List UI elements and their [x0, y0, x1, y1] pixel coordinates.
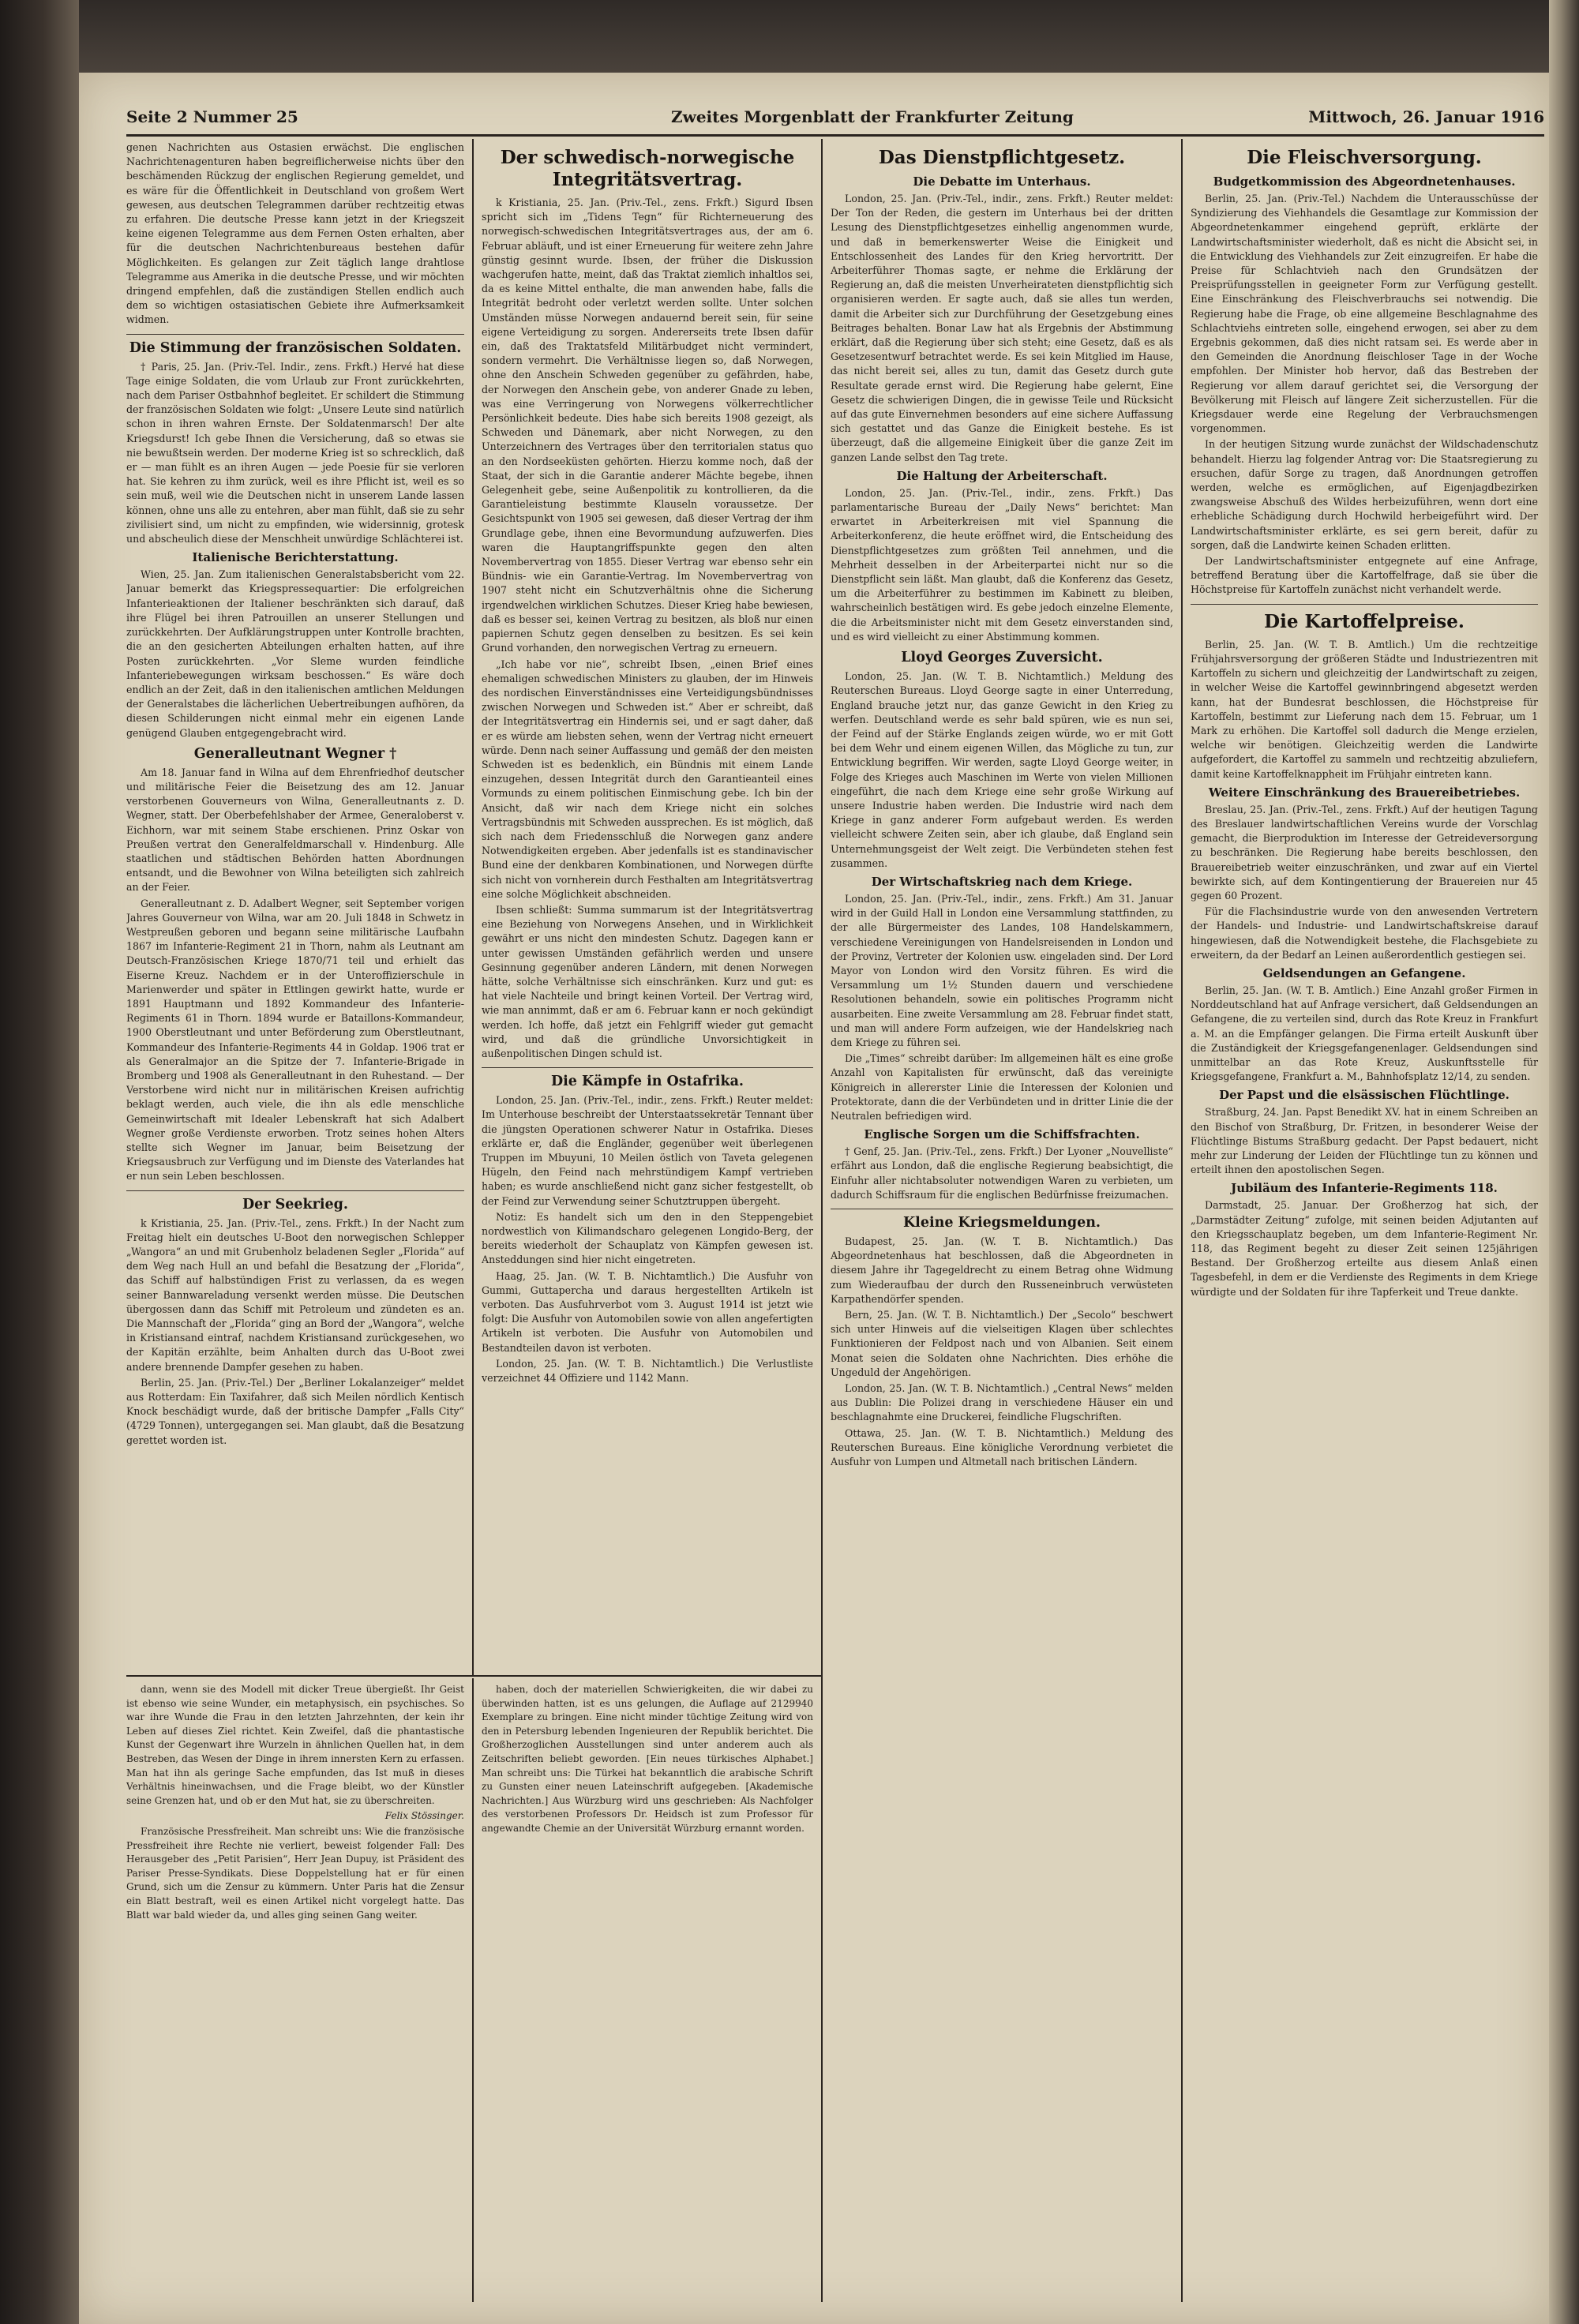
article-body: London, 25. Jan. (Priv.-Tel., indir., zens. Frkft.) Reuter meldet: Der Ton der Reden, die gestern im Unterhaus bei der dritten Lesung des Dienstpflichtgesetzes einhellig angenommen wurde, und daß in bemerkenswerter Weise die Einigkeit und Entschlossenheit des Landes für den Krieg hervortritt. Der Arbeiterführer Thomas sagte, er nehme die Erklärung der Regierung an, daß die meisten Unverheirateten dienstpflichtig sich organisieren werden. Er sagte auch, daß sie alles tun werden, damit die Arbeiter sich zur Durchführung der Gesetzgebung eines Beitrages behalten. Bonar Law hat als Ergebnis der Abstimmung erklärt, daß die Regierung über sich steht; eine Gesetz, daß es als Gesetzesentwurf betrachtet werde. Es sei kein Mitglied im Hause, das nicht bereit sei, alles zu tun, damit das Gesetz durch gute Resultate gerade ernst wird. Die Regierung habe gelernt, Eine Gesetz die schwierigen Dingen, die in gewisse Teile und Rücksicht auf das gute Einvernehmen besonders auf eine sichere Auffassung sich gestattet und das Ganze die Einigkeit bestehe. Es ist überzeugt, daß die allgemeine Einigkeit über die ganze Zeit im ganzen Lande selbst den Tag trete.: [831, 193, 1173, 463]
page-number: Seite 2 Nummer 25: [126, 107, 298, 126]
headline-naval-war: Der Seekrieg.: [242, 1196, 348, 1213]
feuilleton-body: dann, wenn sie des Modell mit dicker Treue übergießt. Ihr Geist ist ebenso wie seine Wunder, ein metaphysisch, ein psychisches. So war ihre Wunde die Frau in den letzten Jahrzehnten, der kein ihr Leben auf dieses Ziel richtet. Kein Zweifel, daß die phantastische Kunst der Gegenwart ihre Wurzeln in ähnlichen Quellen hat, in dem Bestreben, das Wesen der Dinge in ihrem innersten Kern zu erfassen. Man hat ihn als geringe Sache empfunden, das Ist muß in dieses Verhältnis hineinwachsen, und die Frage bleibt, wo der Künstler seine Grenzen hat, und ob er den Mut hat, sie zu überschreiten.: [126, 1684, 464, 1806]
article-body: Straßburg, 24. Jan. Papst Benedikt XV. hat in einem Schreiben an den Bischof von Straßburg, Dr. Fritzen, in besonderer Weise der Flüchtlinge Bistums Straßburg gedacht. Der Papst bedauert, nicht mehr zur Linderung der Leiden der Flüchtlinge tun zu können und erteilt ihnen den apostolischen Segen.: [1191, 1106, 1538, 1176]
headline-lloyd-george: Lloyd Georges Zuversicht.: [901, 650, 1103, 666]
headline-brewery-restriction: Weitere Einschränkung des Brauereibetriebes.: [1208, 785, 1521, 800]
article-body: Berlin, 25. Jan. (Priv.-Tel.) Nachdem die Unterausschüsse der Syndizierung des Viehhandels die Gesamtlage zur Kommission der Abgeordnetenkammer eingehend geprüft, erklärte der Landwirtschaftsminister wiederholt, daß es nicht die Absicht sei, in die Entwicklung des Viehhandels zur Zeit einzugreifen. Er habe die Preise für Schlachtvieh nach den Grundsätzen der Preisprüfungsstellen in geeigneter Form zur Verfügung gestellt. Eine Einschränkung des Fleischverbrauchs sei notwendig. Die Regierung habe die Frage, ob eine allgemeine Beschlagnahme des Schlachtviehs eintreten solle, eingehend erwogen, sei aber zu dem Ergebnis gekommen, daß dies nicht ratsam sei. Es werde aber in den Gemeinden die Anordnung fleischloser Tage in der Woche empfohlen. Der Minister hob hervor, daß das Bestreben der Regierung vor allem darauf gerichtet sei, die Versorgung der Bevölkerung mit Fleisch auf längere Zeit sicherzustellen. Für die Kriegsdauer werde eine Regelung der Verbrauchsmengen vorgenommen.: [1191, 193, 1538, 435]
article-body: Budapest, 25. Jan. (W. T. B. Nichtamtlich.) Das Abgeordnetenhaus hat beschlossen, daß die Abgeordneten in diesem Jahre ihr Tagegeldrecht zu einem Betrag ohne Widmung zum Wiederaufbau der durch den Russeneinbruch verwüsteten Karpathendörfer spenden.: [831, 1235, 1173, 1305]
article-body: Breslau, 25. Jan. (Priv.-Tel., zens. Frkft.) Auf der heutigen Tagung des Breslauer landwirtschaftlichen Vereins wurde der Vorschlag gemacht, die Bierproduktion im Interesse der Getreideversorgung zu beschränken. Die Regierung habe bereits beschlossen, den Brauereibetrieb weiter einzuschränken, und zwar auf ein Viertel bewirkte sich, auf dem Kontingentierung der Brauereien nur 45 gegen 60 Prozent.: [1191, 803, 1538, 901]
article-body: London, 25. Jan. (Priv.-Tel., indir., zens. Frkft.) Am 31. Januar wird in der Guild Hall in London eine Versammlung stattfinden, zu der alle Bürgermeister des Landes, 108 Handelskammern, verschiedene Vereinigungen von Handelsreisenden in London und der Provinz, Vertreter der Kolonien usw. eingeladen sind. Der Lord Mayor von London wird den Vorsitz führen. Es wird die Versammlung um 1½ Stunden dauern und verschiedene Resolutionen behandeln, sowie ein politisches Programm nicht ausarbeiten. Eine zweite Versammlung am 28. Februar findet statt, und man will andere Form aufzeigen, wie der Handelskrieg nach dem Kriege zu führen sei.: [831, 892, 1173, 1048]
column-divider: [472, 1678, 474, 2302]
article-body: London, 25. Jan. (W. T. B. Nichtamtlich.) Meldung des Reuterschen Bureaus. Lloyd George sagte in einer Unterredung, England brauche jetzt nur, das ganze Gewicht in den Krieg zu werfen. Deutschland werde es sehr bald spüren, wie es nun sei, der Feind auf der Stärke Englands zeigen würde, wo er mit Gott bei dem Wehr und einem eigenen Willen, das Mögliche zu tun, zur Entwicklung begriffen. Wir werden, sagte Lloyd George weiter, in Folge des Krieges auch Maschinen im Werte von vielen Millionen eingeführt, die nach dem Kriege eine sehr große Wirkung auf unsere Industrie haben werden. Die Industrie wird nach dem Kriege in ganz anderer Form aufgebaut werden. Es werden vielleicht schwere Zeiten sein, aber ich glaube, daß England sein Unternehmungsgeist der Welt zeigt. Die Verbündeten stehen fest zusammen.: [831, 670, 1173, 869]
article-body: London, 25. Jan. (W. T. B. Nichtamtlich.) „Central News“ melden aus Dublin: Die Polizei drang in verschiedene Häuser ein und beschlagnahmte eine Druckerei, feindliche Flugschriften.: [831, 1382, 1173, 1423]
page-edge-right: [1549, 0, 1579, 2324]
column-divider: [821, 139, 823, 2302]
feuilleton-signature: Felix Stössinger.: [384, 1810, 464, 1822]
article-body: Die „Times“ schreibt darüber: Im allgemeinen hält es eine große Anzahl von Kapitalisten für erwünscht, daß das vereinigte Königreich in allererster Linie die Interessen der Kolonien und Protektorate, dann die der Verbündeten und in dritter Linie die der Neutralen befriedigen wird.: [831, 1052, 1173, 1122]
article-body: „Ich habe vor nie“, schreibt Ibsen, „einen Brief eines ehemaligen schwedischen Ministers zu glauben, der im Hinweis des nordischen Einverständnisses eine Verteidigungsbündnisses zwischen Norwegen und Schweden ist.“ Aber er schreibt, daß der Integritätsvertrag ein Hindernis sei, und er sagt daher, daß er es würde am liebsten sehen, wenn der Vertrag nicht erneuert würde. Denn nach seiner Auffassung und gemäß der den meisten Schweden ist es bedenklich, ein Bündnis mit einem Lande einzugehen, dessen Integrität durch den Garantieanteil eines Vormunds zu einem politischen Einmischung gebe. Ich bin der Ansicht, daß wir nach dem Kriege nicht ein solches Vertragsbündnis mit Schweden aussprechen. Es ist möglich, daß sich nach dem Friedensschluß die Norwegen ganz andere Notwendigkeiten ergeben. Aber jedenfalls ist es standinavischer Bund eine der denkbaren Kombinationen, und Norwegen dürfte sich nicht von vornherein durch Festhalten am Integritätsvertrag eine solche Möglichkeit abschneiden.: [482, 658, 813, 900]
newspaper-page: [79, 73, 1549, 2324]
issue-date: Mittwoch, 26. Januar 1916: [1308, 107, 1544, 126]
newspaper-title: Zweites Morgenblatt der Frankfurter Zeitung: [671, 107, 1074, 126]
headline-prisoner-remittances: Geldsendungen an Gefangene.: [1262, 965, 1466, 980]
article-body: In der heutigen Sitzung wurde zunächst der Wildschadenschutz behandelt. Hierzu lag folgender Antrag vor: Die Staatsregierung zu ersuchen, dafür Sorge zu tragen, daß Anordnungen getroffen werden, welche es ermöglichen, auf Eigenjagdbezirken zwangsweise Abschuß des Wildes herbeizuführen, wenn dort eine erhebliche Schädigung durch Hochwild herbeigeführt wird. Der Landwirtschaftsminister erklärte, es sei gern bereit, dafür zu sorgen, daß die Landwirte keinen Schaden erlitten.: [1191, 438, 1538, 551]
subheadline-commons-debate: Die Debatte im Unterhaus.: [913, 174, 1091, 189]
article-body: Für die Flachsindustrie wurde von den anwesenden Vertretern der Handels- und Industrie- und Landwirtschaftskreise darauf hingewiesen, daß die Notwendigkeit bestehe, die Flachsgebiete zu erweitern, da der Bedarf an Leinen außerordentlich gestiegen sei.: [1191, 905, 1538, 961]
headline-potato-prices: Die Kartoffelpreise.: [1264, 610, 1465, 632]
column-4: [1191, 141, 1538, 2300]
feuilleton-body: haben, doch der materiellen Schwierigkeiten, die wir dabei zu überwinden hatten, ist es uns gelungen, die Auflage auf 2129940 Exemplare zu bringen. Eine nicht minder tüchtige Zeitung wird von den in Petersburg lebenden Ingenieuren der Republik berichtet. Die Großherzoglichen Ausstellungen sind unter anderem auch als Zeitschriften beliebt geworden. [Ein neues türkisches Alphabet.] Man schreibt uns: Die Türkei hat bekanntlich die arabische Schrift zu Gunsten einer neuen Lateinschrift aufgegeben. [Akademische Nachrichten.] Aus Würzburg wird uns geschrieben: Als Nachfolger des verstorbenen Professors Dr. Heidsch ist zum Professor für angewandte Chemie an der Universität Würzburg ernannt worden.: [482, 1684, 813, 1834]
article-body: Notiz: Es handelt sich um den in den Steppengebiet nordwestlich von Kilimandscharo gelegenen Longido-Berg, der bereits wiederholt der Schauplatz von Kämpfen gewesen ist. Ansteddungen sind hier nicht eingetreten.: [482, 1210, 813, 1266]
article-body: Ottawa, 25. Jan. (W. T. B. Nichtamtlich.) Meldung des Reuterschen Bureaus. Eine königliche Verordnung verbietet die Ausfuhr von Lumpen und Altmetall nach britischen Ländern.: [831, 1426, 1173, 1468]
masthead: [126, 107, 1544, 131]
article-separator: [126, 334, 464, 335]
headline-italian-reports: Italienische Berichterstattung.: [192, 550, 399, 565]
article-body: k Kristiania, 25. Jan. (Priv.-Tel., zens. Frkft.) In der Nacht zum Freitag hielt ein deutsches U-Boot den norwegischen Schlepper „Wangora“ an und mit Grubenholz beladenen Segler „Florida“ auf dem Weg nach Hull an und befahl die Besatzung der „Florida“, das Schiff auf halbstündigen Frist zu verlassen, da es wegen seiner Bannwareladung versenkt werden müsse. Die Deutschen übergossen dann das Schiff mit Petroleum und zündeten es an. Die Mannschaft der „Florida“ ging an Bord der „Wangora“, welche in Kristiansand eintraf, nachdem Kristiansand zurückgesehen, wo der Kapitän erzählte, beim Anhalten durch das U-Boot zwei andere brennende Dampfer gesehen zu haben.: [126, 1216, 464, 1373]
article-separator: [126, 1190, 464, 1191]
headline-wegner: Generalleutnant Wegner †: [193, 745, 397, 762]
article-body: London, 25. Jan. (W. T. B. Nichtamtlich.) Die Verlustliste verzeichnet 44 Offiziere und 1142 Mann.: [482, 1357, 813, 1385]
headline-soldiers: Die Stimmung der französischen Soldaten.: [129, 339, 462, 356]
column-3: [831, 141, 1173, 2300]
article-body: † Paris, 25. Jan. (Priv.-Tel. Indir., zens. Frkft.) Hervé hat diese Tage einige Soldaten, die vom Urlaub zur Front zurückkehrten, nach dem Pariser Ostbahnhof begleitet. Er schildert die Stimmung der französischen Soldaten wie folgt: „Unsere Leute sind natürlich schon in ihren wahren Ernste. Der Soldatenmarsch! Der alte Kriegsdurst! Ich gebe Ihnen die Versicherung, daß so etwas sie nie bewußtsein werden. Der moderne Krieg ist so schrecklich, daß er — man fühlt es an ihren Augen — jede Poesie für sie verloren hat. Sie kehren zu ihm zurück, weil es ihre Pflicht ist, weil es so sein muß, weil wie die Deutschen nicht in unserem Lande lassen können, ohne uns alle zu entehren, aber man fühlt, daß sie zu sehr zivilisiert sind, um nicht zu empfinden, wie widersinnig, grotesk und abscheulich diese der Menschheit unwürdige Schlächterei ist.: [126, 360, 464, 545]
headline-conscription: Das Dienstpflichtgesetz.: [878, 147, 1126, 168]
headline-regiment-jubilee: Jubiläum des Infanterie-Regiments 118.: [1231, 1181, 1498, 1196]
article-body: Der Landwirtschaftsminister entgegnete auf eine Anfrage, betreffend Beratung über die Kartoffelfrage, daß sie über die Höchstpreise für Kartoffeln zunächst nicht verhandelt werde.: [1191, 555, 1538, 596]
article-body: Am 18. Januar fand in Wilna auf dem Ehrenfriedhof deutscher und militärische Feier die Beisetzung des am 12. Januar verstorbenen Gouverneurs von Wilna, Generalleutnants z. D. Wegner, statt. Der Oberbefehlshaber der Armee, Generaloberst v. Eichhorn, war mit seinem Stabe erschienen. Prinz Oskar von Preußen vertrat den Generalfeldmarschall v. Hindenburg. Alle staatlichen und städtischen Behörden hatten Abordnungen entsandt, und die Bewohner von Wilna beteiligten sich zahlreich an der Feier.: [126, 766, 464, 894]
article-body: Berlin, 25. Jan. (W. T. B. Amtlich.) Eine Anzahl großer Firmen in Norddeutschland hat auf Anfrage versichert, daß Geldsendungen an Gefangene, die zu verteilen sind, durch das Rote Kreuz in Frankfurt a. M. an die Empfänger gelangen. Die Firma erteilt Auskunft über die Zuständigkeit der Kriegsgefangenenlager. Geldsendungen sind unmittelbar an das Rote Kreuz, Auskunftsstelle für Kriegsgefangene, Frankfurt a. M., Bahnhofsplatz 12/14, zu senden.: [1191, 984, 1538, 1083]
scan-border-top: [79, 0, 1549, 73]
feuilleton-body: Französische Pressfreiheit. Man schreibt uns: Wie die französische Pressfreiheit ihre Rechte nie verliert, beweist folgender Fall: Des Herausgeber des „Petit Parisien“, Herr Jean Dupuy, ist Präsident des Pariser Presse-Syndikats. Diese Doppelstellung hat er für einen Grund, sich um die Zensur zu kümmern. Unter Paris hat die Zensur ein Blatt bestraft, weil es einen Artikel nicht vorgelegt hatte. Das Blatt war bald wieder da, und alles ging seinen Gang weiter.: [126, 1825, 464, 1921]
article-separator: [482, 1067, 813, 1068]
article-body: London, 25. Jan. (Priv.-Tel., indir., zens. Frkft.) Das parlamentarische Bureau der „Daily News“ berichtet: Man erwartet in Arbeiterkreisen mit viel Spannung die Arbeiterkonferenz, die heute eröffnet wird, die Entscheidung des Dienstpflichtgesetzes zum größten Teil annehmen, und die Mehrheit desselben in der Arbeiterpartei nicht nur so die Dienstpflicht sein läßt. Man glaubt, daß die Konferenz das Gesetz, um die Arbeiterführer zu bestimmen im Kabinett zu bleiben, wahrscheinlich bestätigen wird. Es gebe jedoch einzelne Elemente, die die Arbeitsminister nicht mit dem Gesetz einverstanden sind, und es wird vielleicht zu einer Abstimmung kommen.: [831, 486, 1173, 643]
article-separator: [1191, 604, 1538, 605]
headline-economic-war: Der Wirtschaftskrieg nach dem Kriege.: [871, 874, 1133, 889]
column-divider: [1181, 139, 1183, 2302]
article-body: Ibsen schließt: Summa summarum ist der Integritätsvertrag eine Beziehung von Norwegens Ansehen, und in Wirklichkeit gewährt er uns nicht den mindesten Schutz. Dagegen kann er unter gewissen Umständen gefährlich werden und unsere Gesinnung gegenüber anderen Ländern, mit denen Norwegen hätte, solche Verhältnisse sich einschränken. Kurz und gut: es hat viele Nachteile und bringt keinen Vorteil. Der Vertrag wird, wie man annimmt, daß er am 6. Februar kann er noch gekündigt werden. Ich hoffe, daß jetzt ein Fehlgriff wieder gut gemacht wird, und daß die gründliche Unvorsichtigkeit in außenpolitischen Dingen schuld ist.: [482, 903, 813, 1059]
subheadline-budget-commission: Budgetkommission des Abgeordnetenhauses.: [1213, 174, 1516, 189]
article-body: Generalleutnant z. D. Adalbert Wegner, seit September vorigen Jahres Gouverneur von Wilna, war am 20. Juli 1848 in Schwetz in Westpreußen geboren und begann seine militärische Laufbahn 1867 im Infanterie-Regiment 21 in Thorn, nahm als Leutnant am Deutsch-Französischen Kriege 1870/71 teil und erhielt das Eiserne Kreuz. Nachdem er in der Unteroffizierschule in Marienwerder und später in Ettlingen gewirkt hatte, wurde er 1891 Hauptmann und 1892 Kommandeur des Infanterie-Regiments 61 in Thorn. 1894 wurde er Bataillons-Kommandeur, 1900 Oberstleutnant und unter Beförderung zum Oberstleutnant, Kommandeur des Infanterie-Regiments 44 in Goldap. 1906 trat er als Generalmajor an die Spitze der 7. Infanterie-Brigade in Bromberg und 1908 als Generalleutnant in den Ruhestand. — Der Verstorbene wird nicht nur in militärischen Kreisen aufrichtig beklagt werden, auch viele, die ihn als edle menschliche Gemeinwirtschaft mit Idealer Lebenskraft hat sich Adalbert Wegner große Verdienste erworben. Trotz seines hohen Alters stellte sich Wegner im Januar, beim Beisetzung der Kriegsausbruch zur Verfügung und im Dienste des Vaterlandes hat er nun sein Leben beschlossen.: [126, 897, 464, 1183]
column-divider: [472, 139, 474, 1675]
feuilleton-left: [126, 1683, 464, 2299]
masthead-rule: [126, 134, 1544, 137]
headline-war-news: Kleine Kriegsmeldungen.: [902, 1215, 1101, 1231]
article-body: Darmstadt, 25. Januar. Der Großherzog hat sich, der „Darmstädter Zeitung“ zufolge, mit seinen beiden Adjutanten auf den Kriegsschauplatz begeben, um dem Infanterie-Regiment Nr. 118, das Regiment begeht zu dieser Zeit seinen 125jährigen Bestand. Der Großherzog erteilte aus diesem Anlaß einen Tagesbefehl, in dem er die Verdienste des Regiments in dem Kriege würdigte und der Soldaten für ihre Tapferkeit und Treue dankte.: [1191, 1199, 1538, 1298]
headline-shipping-freight: Englische Sorgen um die Schiffsfrachten.: [864, 1127, 1140, 1142]
article-body: k Kristiania, 25. Jan. (Priv.-Tel., zens. Frkft.) Sigurd Ibsen spricht sich im „Tidens Tegn“ für Richterneuerung des norwegisch-schwedischen Integritätsvertrages aus, der am 6. Februar abläuft, und ist einer Erneuerung für weitere zehn Jahre günstig gesinnt wurde. Ibsen, der früher die Diskussion wachgerufen hatte, meint, daß das Traktat ziemlich inhaltlos sei, da es keine Mittel enthalte, die man anwenden habe, falls die Integrität bedroht oder verletzt werden sollte. Unter solchen Umständen müsse Norwegen andauernd bereit sein, für seine eigene Verteidigung zu sorgen. Andererseits trete Ibsen dafür ein, daß des Traktatsfeld Militärbudget nicht vermindert, sondern vermehrt. Die Verhältnisse liegen so, daß Norwegen, ohne den Anschein Schweden gegenüber zu gefährden, habe, der Norwegen den Anschein gebe, von anderer Gnade zu leben, was eine Verringerung von Norwegens völkerrechtlicher Persönlichkeit bedeute. Dies habe sich bereits 1908 gezeigt, als Schweden und Dänemark, aber nicht Norwegen, zu den Unterzeichnern des Vertrages über den territorialen status quo an den Nordseeküsten gehörten. Hierzu komme noch, daß der Staat, der sich in die Garantie anderer Mächte begebe, ihnen Gelegenheit gebe, seine Außenpolitik zu kontrollieren, da die Garantieleistung bestimmte Klauseln voraussetze. Der Gesichtspunkt von 1905 sei gewesen, daß dieser Vertrag der ihm Grundlage gebe, ihnen eine Bevormundung aufzuwerfen. Dies waren die Hauptangriffspunkte gegen den alten Novembervertrag von 1855. Dieser Vertrag war ebenso sehr ein Bündnis- wie ein Garantie-Vertrag. Im Novembervertrag von 1907 steht nicht ein Schutzverhältnis ohne die Sicherung irgendwelchen wirklichen Schutzes. Dieser Krieg habe bewiesen, daß es besser sei, keinen Vertrag zu besitzen, als bloß nur einen papiernen Schutz gegen denselben zu besitzen. Es sei kein Grund vorhanden, den norwegischen Vertrag zu erneuern.: [482, 197, 813, 654]
article-body: Bern, 25. Jan. (W. T. B. Nichtamtlich.) Der „Secolo“ beschwert sich unter Hinweis auf die vielseitigen Klagen über schlechtes Funktionieren der Feldpost nach und von Albanien. Seit einem Monat seien die Soldaten ohne Nachrichten. Dies erhöhe die Ungeduld der Angehörigen.: [831, 1309, 1173, 1378]
article-body: Haag, 25. Jan. (W. T. B. Nichtamtlich.) Die Ausfuhr von Gummi, Guttapercha und daraus hergestellten Artikeln ist verboten. Das Ausfuhrverbot vom 3. August 1914 ist jetzt wie folgt: Die Ausfuhr von Automobilen sowie von allen angefertigten Artikeln ist verboten. Die Ausfuhr von Automobilen und Bestandteilen davon ist verboten.: [482, 1269, 813, 1354]
article-continuation: genen Nachrichten aus Ostasien erwächst. Die englischen Nachrichtenagenturen haben begreiflicherweise nichts über den beschämenden Rückzug der englischen Regierung gemeldet, und es wäre für die Öffentlichkeit in Deutschland von großem Wert gewesen, aus deutschen Telegrammen darüber rechtzeitig etwas zu erfahren. Die deutsche Presse kann jetzt in der Kriegszeit keine eigenen Telegramme aus dem Fernen Osten erhalten, aber für die deutschen Nachrichtenbureaus bestehen dafür Möglichkeiten. Es gelangen zur Zeit täglich lange drahtlose Telegramme aus Amerika in die deutsche Presse, und wir möchten dringend empfehlen, daß die zuständigen Stellen endlich auch dem so wichtigen ostasiatischen Gebiete ihre Aufmerksamkeit widmen.: [126, 141, 464, 326]
article-body: Berlin, 25. Jan. (Priv.-Tel.) Der „Berliner Lokalanzeiger“ meldet aus Rotterdam: Ein Taxifahrer, daß sich Meilen nördlich Kentisch Knock beschädigt wurde, daß der britische Dampfer „Falls City“ (4729 Tonnen), untergegangen sei. Man glaubt, daß die Besatzung gerettet worden ist.: [126, 1376, 464, 1446]
article-body: † Genf, 25. Jan. (Priv.-Tel., zens. Frkft.) Der Lyoner „Nouvelliste“ erfährt aus London, daß die englische Regierung beabsichtigt, die Einfuhr aller nichtabsoluter notwendigen Waren zu verbieten, um dadurch Schiffsraum für die englischen Bedürfnisse freizumachen.: [831, 1145, 1173, 1201]
feuilleton-middle: [482, 1683, 813, 2299]
book-spine: [0, 0, 79, 2324]
article-body: Wien, 25. Jan. Zum italienischen Generalstabsbericht vom 22. Januar bemerkt das Kriegspressequartier: Die erfolgreichen Infanterieaktionen der Italiener beschränkten sich darauf, daß ihre Flügel bei ihren Patrouillen an unserer Stellungen und zurückkehrten. Der Aufklärungstruppen unter Kontrolle brachten, die an den gesicherten Abteilungen erhalten hatten, auf ihre Posten zurückkehrten. „Vor Sleme wurden feindliche Infanteriebewegungen wirksam beschossen.“ Es wäre doch endlich an der Zeit, daß in den italienischen amtlichen Meldungen der Generalstabes die lächerlichen Uebertreibungen aufhören, da diesen Schilderungen nicht einmal mehr ein eigenen Lande genügend Glauben entgegengebracht wird.: [126, 568, 464, 739]
column-1: [126, 141, 464, 1672]
article-body: Berlin, 25. Jan. (W. T. B. Amtlich.) Um die rechtzeitige Frühjahrsversorgung der größeren Städte und Industriezentren mit Kartoffeln zu sichern und gleichzeitig der Landwirtschaft zu zeigen, in welcher Weise die Kartoffel gewinnbringend abgesetzt werden kann, hat der Bundesrat beschlossen, die Höchstpreise für Kartoffeln, bestimmt zur Lieferung nach dem 15. Februar, um 1 Mark zu erhöhen. Die Kartoffel soll dadurch die Menge erzielen, welche wir benötigen. Gleichzeitig werden die Landwirte aufgefordert, die Kartoffel zu sammeln und rechtzeitig abzuliefern, damit keine Kartoffelknappheit im Frühjahr eintreten kann.: [1191, 638, 1538, 780]
headline-east-africa: Die Kämpfe in Ostafrika.: [550, 1074, 744, 1090]
headline-integrity-treaty: Der schwedisch-norwegische Integritätsvertrag.: [500, 147, 795, 190]
headline-pope-refugees: Der Papst und die elsässischen Flüchtlinge.: [1219, 1088, 1510, 1103]
headline-labour-attitude: Die Haltung der Arbeiterschaft.: [896, 468, 1108, 483]
article-body: London, 25. Jan. (Priv.-Tel., indir., zens. Frkft.) Reuter meldet: Im Unterhouse beschreibt der Unterstaatssekretär Tennant über die jüngsten Operationen schwerer Natur in Ostafrika. Dieses erklärte er, daß die Engländer, gegenüber weit überlegenen Truppen im Mbuyuni, 10 Meilen östlich von Taveta gelegenen Hügeln, den Feind nach mehrstündigem Kampf vertrieben haben; es wurde anschließend nicht ganz sicher festgestellt, ob der Feind zur Verwendung seiner Schutztruppen übergeht.: [482, 1094, 813, 1207]
headline-meat-supply: Die Fleischversorgung.: [1247, 147, 1482, 168]
